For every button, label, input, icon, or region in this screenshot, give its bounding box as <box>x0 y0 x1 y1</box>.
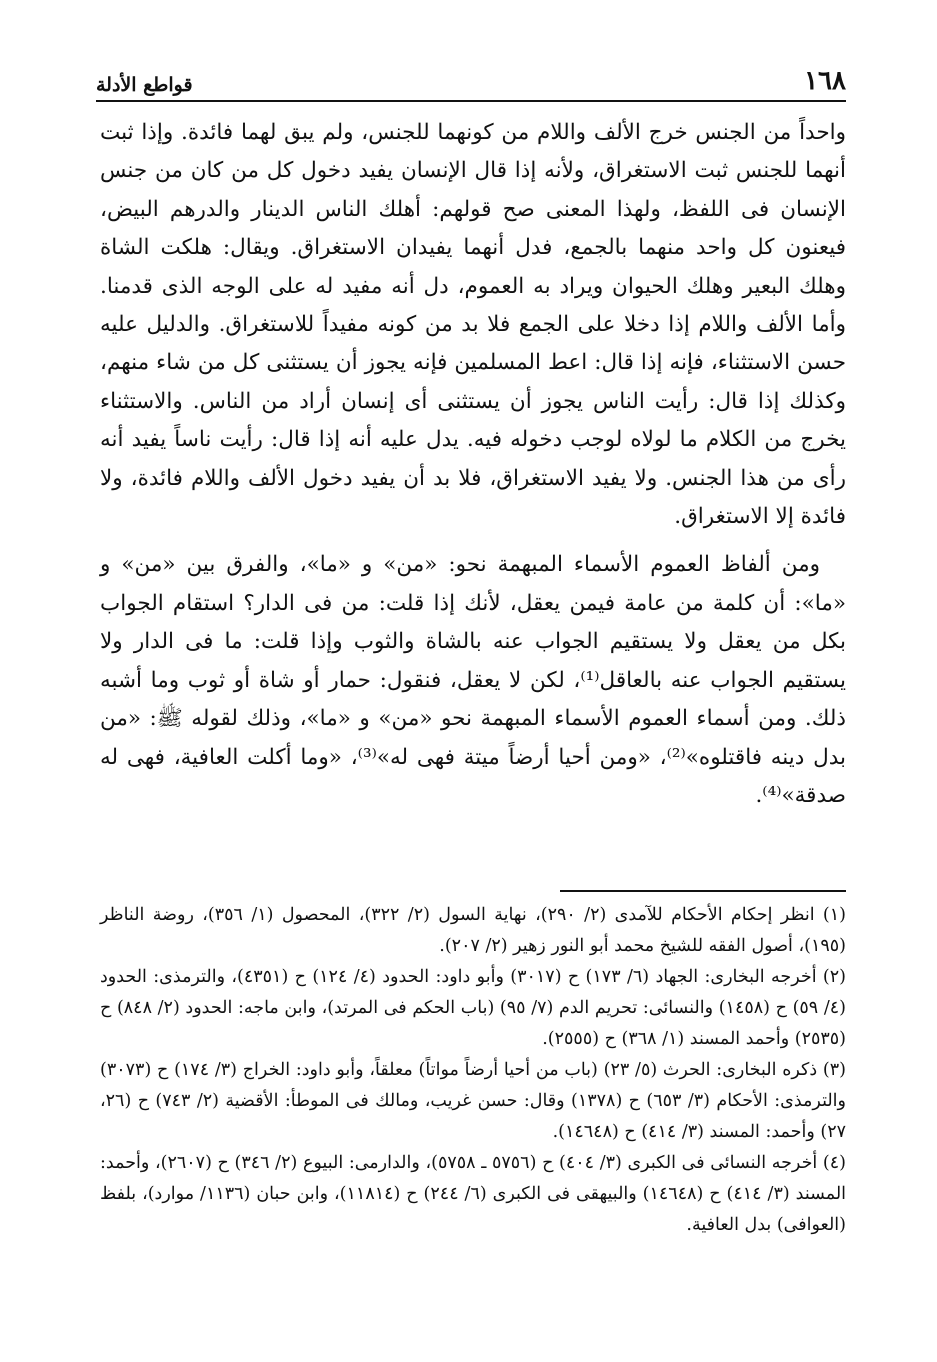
page-number: ١٦٨ <box>804 66 846 96</box>
header-divider <box>96 100 846 102</box>
footnote-2: (٢) أخرجه البخارى: الجهاد (٦/ ١٧٣) ح (٣٠١٧) وأبو داود: الحدود (٤/ ١٢٤) ح (٤٣٥١)، والترمذى: الحدود (٤/ ٥٩) ح (١٤٥٨) والنسائى: تحريم الدم (٧/ ٩٥) (باب الحكم فى المرتد)، وابن ماجه: الحدود (٢/ ٨٤٨) ح (٢٥٣٥) وأحمد المسند (١/ ٣٦٨) ح (٢٥٥٥). <box>100 967 846 1049</box>
running-title: قواطع الأدلة <box>96 74 193 96</box>
body-paragraph-1: واحداً من الجنس خرج الألف واللام من كونهما للجنس، ولم يبق لهما فائدة. وإذا ثبت أنهما للجنس ثبت الاستغراق، ولأنه إذا قال الإنسان يفيد دخول كل من كان من جنس الإنسان فى اللفظ، ولهذا المعنى صح قولهم: أهلك الناس الدينار والدرهم البيض، فيعنون كل واحد منهما بالجمع، فدل أنهما يفيدان الاستغراق. ويقال: هلكت الشاة وهلك البعير وهلك الحيوان ويراد به العموم، دل أنه مفيد له على الوجه الذى قدمنا. وأما الألف واللام إذا دخلا على الجمع فلا بد من كونه مفيداً للاستغراق. والدليل عليه حسن الاستثناء، فإنه إذا قال: اعط المسلمين فإنه يجوز أن يستثنى كل من شاء منهم، وكذلك إذا قال: رأيت الناس يجوز أن يستثنى أى إنسان أراد من الناس. والاستثناء يخرج من الكلام ما لولاه لوجب دخوله فيه. يدل عليه أنه إذا قال: رأيت ناساً يفيد أنه رأى من هذا الجنس. ولا يفيد الاستغراق، فلا بد أن يفيد دخول الألف واللام فائدة، ولا فائدة إلا الاستغراق. <box>100 120 846 530</box>
footnote-1: (١) انظر إحكام الأحكام للآمدى (٢/ ٢٩٠)، نهاية السول (٢/ ٣٢٢)، المحصول (١/ ٣٥٦)، روضة الناظر (١٩٥)، أصول الفقه للشيخ محمد أبو النور زهير (٢/ ٢٠٧). <box>100 905 846 956</box>
footnote-3: (٣) ذكره البخارى: الحرث (٥/ ٢٣) (باب من أحيا أرضاً مواتاً) معلقاً، وأبو داود: الخراج (٣/ ١٧٤) ح (٣٠٧٣) والترمذى: الأحكام (٣/ ٦٥٣) ح (١٣٧٨) وقال: حسن غريب، ومالك فى الموطأ: الأقضية (٢/ ٧٤٣) ح (٢٦، ٢٧) وأحمد: المسند (٣/ ٤١٤) ح (١٤٦٤٨). <box>100 1060 846 1142</box>
main-text <box>100 114 846 815</box>
footnote-divider <box>560 890 846 892</box>
page-header <box>96 62 846 96</box>
body-paragraph-2: ومن ألفاظ العموم الأسماء المبهمة نحو: «من» و «ما»، والفرق بين «من» و «ما»: أن كلمة من عامة فيمن يعقل، لأنك إذا قلت: من فى الدار؟ استقام الجواب بكل من يعقل ولا يستقيم الجواب عنه بالشاة والثوب وإذا قلت: ما فى الدار ولا يستقيم الجواب عنه بالعاقل⁽¹⁾، لكن لا يعقل، فنقول: حمار أو شاة أو ثوب وما أشبه ذلك. ومن أسماء العموم الأسماء المبهمة نحو «من» و «ما»، وذلك لقوله ﷺ: «من بدل دينه فاقتلوه»⁽²⁾، «ومن أحيا أرضاً ميتة فهى له»⁽³⁾، «وما أكلت العافية، فهى له صدقة»⁽⁴⁾. <box>100 552 847 808</box>
footnote-4: (٤) أخرجه النسائى فى الكبرى (٣/ ٤٠٤) ح (٥٧٥٦ ـ ٥٧٥٨)، والدارمى: البيوع (٢/ ٣٤٦) ح (٢٦٠٧)، وأحمد: المسند (٣/ ٤١٤) ح (١٤٦٤٨) والبيهقى فى الكبرى (٦/ ٢٤٤) ح (١١٨١٤)، وابن حبان (١١٣٦/ موارد)، بلفظ (العوافى) بدل العافية. <box>100 1153 847 1235</box>
footnotes <box>100 900 846 1241</box>
